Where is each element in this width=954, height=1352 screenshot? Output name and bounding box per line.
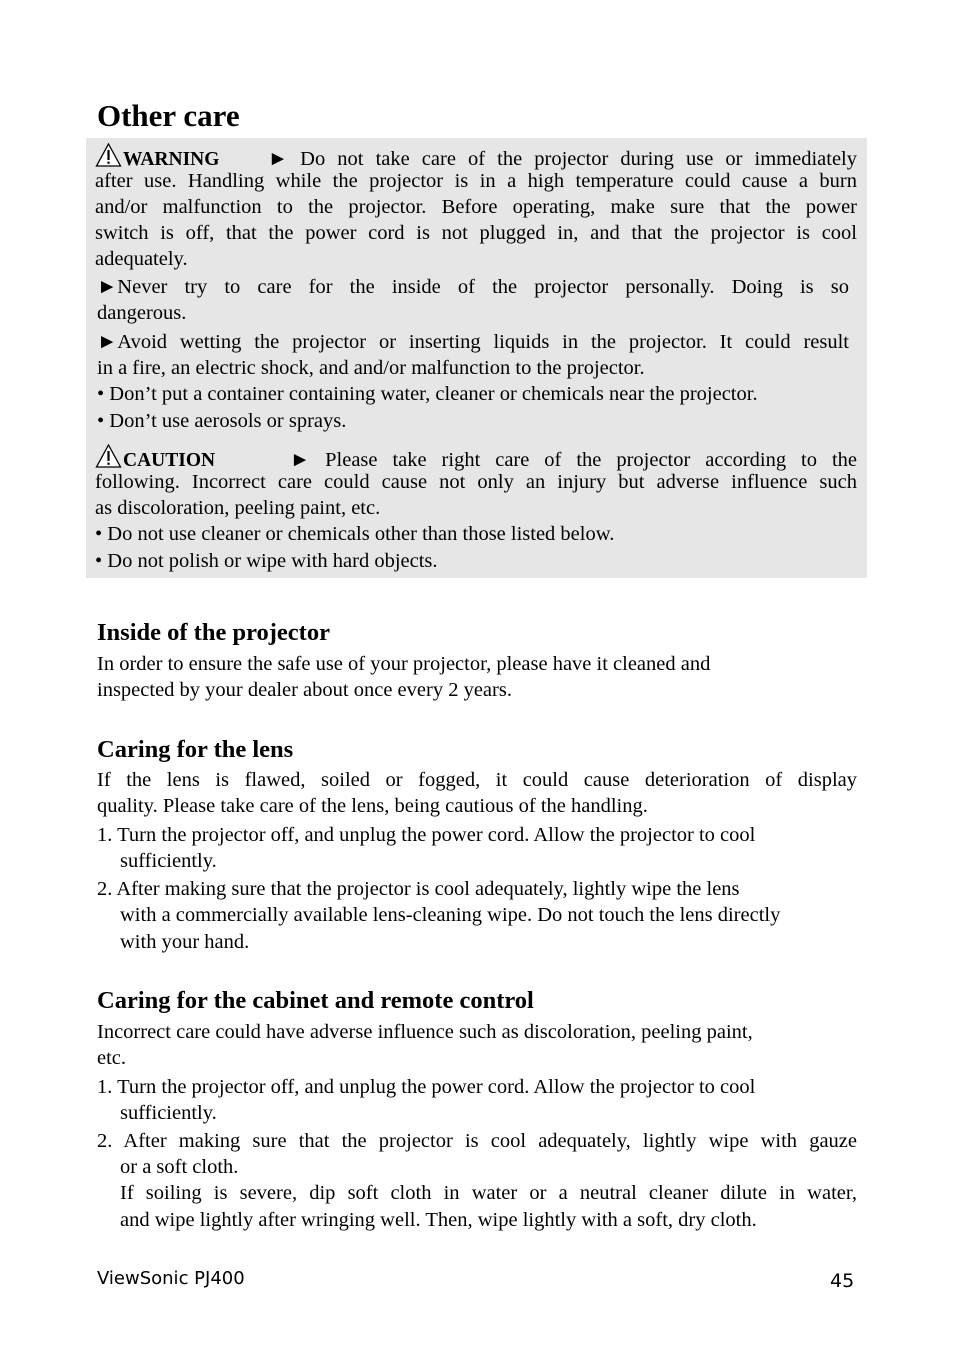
- caution-bullet-1: • Do not use cleaner or chemicals other than those listed below.: [95, 523, 615, 545]
- lens-step-2-cont-1: with a commercially available lens-cleaning wipe. Do not touch the lens directly: [120, 904, 781, 926]
- warning-text: ► Do not take care of the projector during use or immediately: [267, 148, 858, 170]
- page-number: 45: [830, 1270, 855, 1292]
- warning-line-2: after use. Handling while the projector is in a high temperature could cause a burn: [95, 170, 857, 192]
- lens-step-2: 2. After making sure that the projector is cool adequately, lightly wipe the lens: [97, 878, 740, 900]
- warning-line-7: dangerous.: [97, 302, 187, 324]
- warning-line-9: in a fire, an electric shock, and and/or malfunction to the projector.: [97, 357, 645, 379]
- lens-line-1: If the lens is flawed, soiled or fogged, it could cause deterioration of display: [97, 769, 857, 791]
- warning-label: WARNING: [123, 149, 220, 170]
- footer-product-name: ViewSonic PJ400: [97, 1268, 245, 1289]
- cabinet-step-2: 2. After making sure that the projector is cool adequately, lightly wipe with gauze: [97, 1130, 857, 1152]
- warning-line-5: adequately.: [95, 248, 188, 270]
- caution-line-3: as discoloration, peeling paint, etc.: [95, 497, 381, 519]
- caution-triangle-icon: [95, 443, 122, 469]
- lens-step-1-cont: sufficiently.: [120, 850, 217, 872]
- warning-line-4: switch is off, that the power cord is not plugged in, and that the projector is cool: [95, 222, 857, 244]
- warning-line-8: ►Avoid wetting the projector or inserting liquids in the projector. It could result: [97, 331, 849, 353]
- lens-step-2-cont-2: with your hand.: [120, 931, 250, 953]
- cabinet-step-2-cont-1: or a soft cloth.: [120, 1156, 239, 1178]
- inside-line-2: inspected by your dealer about once every 2 years.: [97, 679, 512, 701]
- lens-line-2: quality. Please take care of the lens, being cautious of the handling.: [97, 795, 648, 817]
- warning-bullet-1: • Don’t put a container containing water, cleaner or chemicals near the projector.: [97, 383, 758, 405]
- caution-bullet-2: • Do not polish or wipe with hard objects.: [95, 550, 438, 572]
- cabinet-step-1: 1. Turn the projector off, and unplug the power cord. Allow the projector to cool: [97, 1076, 756, 1098]
- cabinet-line-1: Incorrect care could have adverse influence such as discoloration, peeling paint,: [97, 1021, 753, 1043]
- cabinet-step-2-cont-2: If soiling is severe, dip soft cloth in water or a neutral cleaner dilute in water,: [120, 1182, 857, 1204]
- section-heading-cabinet: Caring for the cabinet and remote control: [97, 987, 534, 1014]
- cabinet-step-1-cont: sufficiently.: [120, 1102, 217, 1124]
- section-heading-inside: Inside of the projector: [97, 619, 330, 646]
- warning-line-6: ►Never try to care for the inside of the projector personally. Doing is so: [97, 276, 849, 298]
- caution-label: CAUTION: [123, 450, 216, 471]
- section-heading-lens: Caring for the lens: [97, 736, 294, 763]
- caution-line-2: following. Incorrect care could cause not only an injury but adverse influence such: [95, 471, 857, 493]
- warning-bullet-2: • Don’t use aerosols or sprays.: [97, 410, 347, 432]
- cabinet-step-2-cont-3: and wipe lightly after wringing well. Then, wipe lightly with a soft, dry cloth.: [120, 1209, 757, 1231]
- warning-triangle-icon: [95, 142, 122, 168]
- caution-text: ► Please take right care of the projector according to the: [289, 449, 857, 471]
- inside-line-1: In order to ensure the safe use of your projector, please have it cleaned and: [97, 653, 711, 675]
- cabinet-line-2: etc.: [97, 1047, 127, 1069]
- warning-line-3: and/or malfunction to the projector. Before operating, make sure that the power: [95, 196, 857, 218]
- page-title: Other care: [97, 98, 240, 133]
- lens-step-1: 1. Turn the projector off, and unplug the power cord. Allow the projector to cool: [97, 824, 756, 846]
